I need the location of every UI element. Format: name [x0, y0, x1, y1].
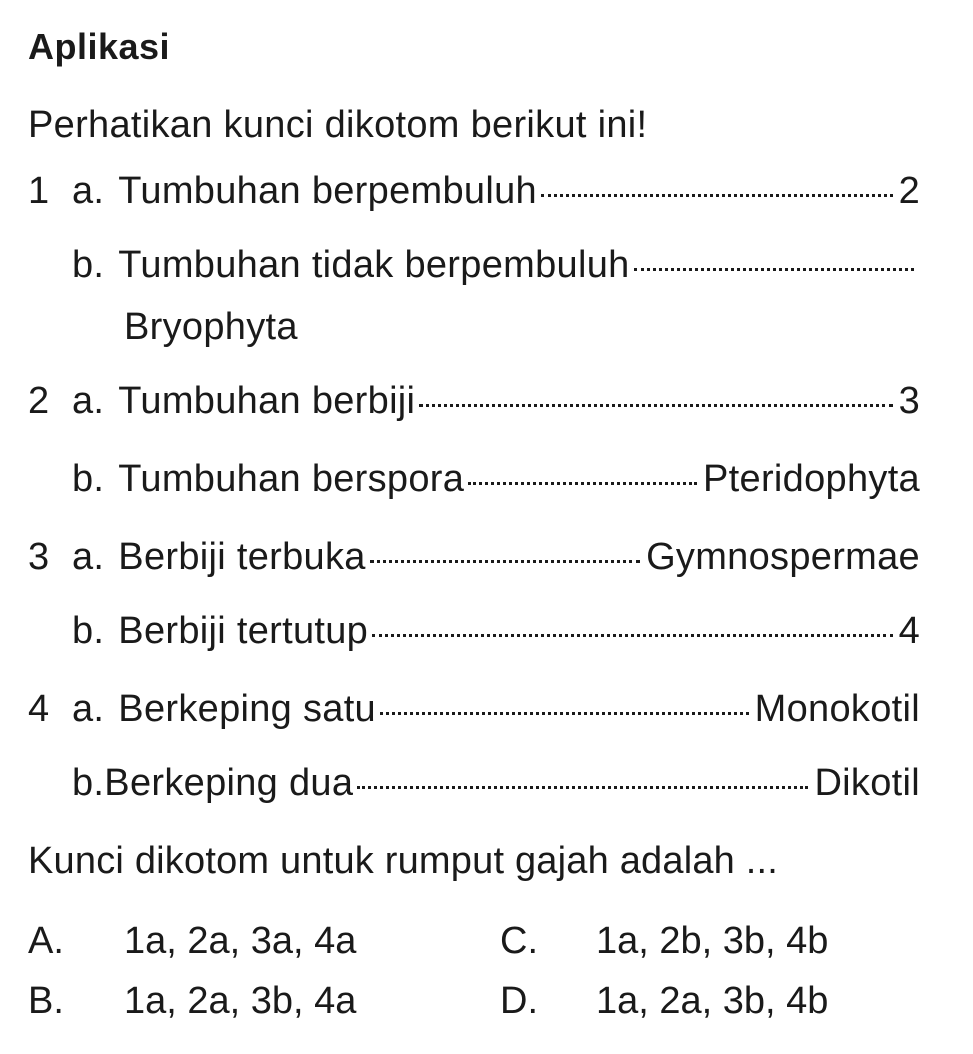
key-row-4b: [28, 762, 920, 805]
key-letter: b.: [72, 610, 105, 652]
answer-option-a[interactable]: [28, 920, 356, 963]
option-label: A.: [28, 920, 64, 962]
leader-dots: [357, 786, 808, 789]
key-result: Dikotil: [814, 762, 920, 804]
key-description: Berkeping dua: [104, 762, 354, 804]
key-number: 2: [28, 380, 50, 422]
key-row-2a: [28, 380, 920, 423]
key-description: Tumbuhan tidak berpembuluh: [118, 244, 630, 286]
key-result-continuation: Bryophyta: [124, 306, 298, 348]
leader-dots: [468, 482, 697, 485]
key-result: Pteridophyta: [703, 458, 920, 500]
key-result: 4: [898, 610, 920, 652]
option-label: D.: [500, 980, 538, 1022]
option-value: 1a, 2b, 3b, 4b: [596, 920, 829, 962]
key-number: 1: [28, 170, 50, 212]
leader-dots: [380, 712, 749, 715]
answer-option-d[interactable]: [500, 980, 828, 1023]
key-row-1b: [28, 244, 920, 287]
key-result: 3: [898, 380, 920, 422]
key-description: Tumbuhan berspora: [118, 458, 465, 500]
key-result: Monokotil: [754, 688, 920, 730]
key-letter: a.: [72, 688, 105, 730]
key-result: Gymnospermae: [646, 536, 920, 578]
key-number: 4: [28, 688, 50, 730]
key-number: 3: [28, 536, 50, 578]
key-description: Tumbuhan berbiji: [118, 380, 416, 422]
key-description: Tumbuhan berpembuluh: [118, 170, 537, 212]
option-label: B.: [28, 980, 64, 1022]
key-row-4a: [28, 688, 920, 731]
leader-dots: [419, 404, 892, 407]
option-label: C.: [500, 920, 538, 962]
key-letter: b.: [72, 244, 105, 286]
key-letter: b.: [72, 762, 105, 804]
leader-dots: [634, 268, 914, 271]
key-row-3b: [28, 610, 920, 653]
option-value: 1a, 2a, 3b, 4b: [596, 980, 829, 1022]
section-heading: Aplikasi: [28, 26, 171, 67]
key-letter: a.: [72, 170, 105, 212]
key-description: Berbiji tertutup: [118, 610, 369, 652]
key-description: Berbiji terbuka: [118, 536, 366, 578]
key-row-3a: [28, 536, 920, 579]
answer-option-c[interactable]: [500, 920, 828, 963]
key-letter: a.: [72, 536, 105, 578]
option-value: 1a, 2a, 3b, 4a: [124, 980, 357, 1022]
key-description: Berkeping satu: [118, 688, 376, 730]
key-letter: a.: [72, 380, 105, 422]
leader-dots: [372, 634, 892, 637]
leader-dots: [370, 560, 640, 563]
key-result: 2: [898, 170, 920, 212]
answer-option-b[interactable]: [28, 980, 356, 1023]
key-row-1a: [28, 170, 920, 213]
instruction-text: Perhatikan kunci dikotom berikut ini!: [28, 104, 648, 146]
option-value: 1a, 2a, 3a, 4a: [124, 920, 357, 962]
leader-dots: [541, 194, 893, 197]
key-row-2b: [28, 458, 920, 501]
key-letter: b.: [72, 458, 105, 500]
question-text: Kunci dikotom untuk rumput gajah adalah ...: [28, 840, 779, 882]
